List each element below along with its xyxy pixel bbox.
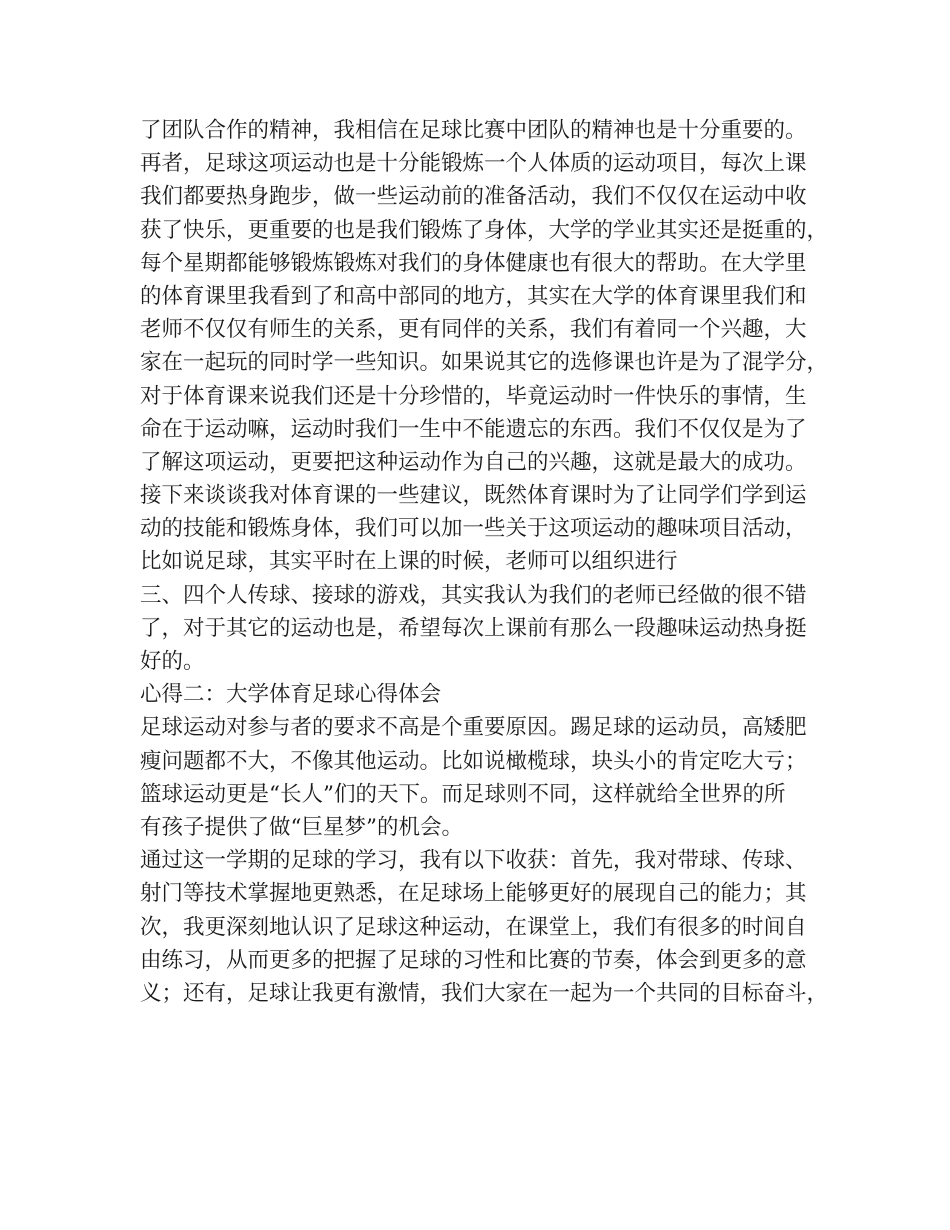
text-line: 三、四个人传球、接球的游戏，其实我认为我们的老师已经做的很不错 bbox=[140, 582, 807, 608]
text-line: 有孩子提供了做“巨星梦”的机会。 bbox=[140, 814, 463, 840]
text-line: 获了快乐，更重要的也是我们锻炼了身体，大学的学业其实还是挺重的， bbox=[140, 217, 829, 243]
text-line: 足球运动对参与者的要求不高是个重要原因。踢足球的运动员，高矮肥 bbox=[140, 715, 807, 741]
text-line: 每个星期都能够锻炼锻炼对我们的身体健康也有很大的帮助。在大学里 bbox=[140, 250, 807, 276]
text-line: 射门等技术掌握地更熟悉，在足球场上能够更好的展现自己的能力；其 bbox=[140, 881, 807, 907]
text-line: 了，对于其它的运动也是，希望每次上课前有那么一段趣味运动热身挺 bbox=[140, 615, 807, 641]
text-line: 义；还有，足球让我更有激情，我们大家在一起为一个共同的目标奋斗， bbox=[140, 980, 829, 1006]
text-line: 老师不仅仅有师生的关系，更有同伴的关系，我们有着同一个兴趣，大 bbox=[140, 317, 807, 343]
text-line: 好的。 bbox=[140, 649, 205, 674]
text-line: 次，我更深刻地认识了足球这种运动，在课堂上，我们有很多的时间自 bbox=[140, 914, 807, 940]
text-line: 瘦问题都不大，不像其他运动。比如说橄榄球，块头小的肯定吃大亏； bbox=[140, 748, 807, 774]
body-text bbox=[140, 114, 840, 1010]
section-heading: 心得二：大学体育足球心得体会 bbox=[140, 682, 442, 708]
text-line: 了解这项运动，更要把这种运动作为自己的兴趣，这就是最大的成功。 bbox=[140, 449, 807, 475]
text-line: 动的技能和锻炼身体，我们可以加一些关于这项运动的趣味项目活动， bbox=[140, 516, 807, 542]
text-line: 的体育课里我看到了和高中部同的地方，其实在大学的体育课里我们和 bbox=[140, 283, 807, 309]
text-line: 再者，足球这项运动也是十分能锻炼一个人体质的运动项目，每次上课 bbox=[140, 151, 807, 177]
text-line: 对于体育课来说我们还是十分珍惜的，毕竟运动时一件快乐的事情，生 bbox=[140, 383, 807, 409]
text-line: 比如说足球，其实平时在上课的时候，老师可以组织进行 bbox=[140, 549, 678, 575]
text-line: 了团队合作的精神，我相信在足球比赛中团队的精神也是十分重要的。 bbox=[140, 118, 807, 143]
text-line: 家在一起玩的同时学一些知识。如果说其它的选修课也许是为了混学分， bbox=[140, 350, 829, 376]
text-line: 接下来谈谈我对体育课的一些建议，既然体育课时为了让同学们学到运 bbox=[140, 483, 807, 509]
text-line: 篮球运动更是“长人”们的天下。而足球则不同，这样就给全世界的所 bbox=[140, 781, 786, 807]
text-line: 由练习，从而更多的把握了足球的习性和比赛的节奏，体会到更多的意 bbox=[140, 947, 807, 973]
text-line: 命在于运动嘛，运动时我们一生中不能遗忘的东西。我们不仅仅是为了 bbox=[140, 416, 807, 442]
text-line: 通过这一学期的足球的学习，我有以下收获：首先，我对带球、传球、 bbox=[140, 848, 807, 874]
text-line: 我们都要热身跑步，做一些运动前的准备活动，我们不仅仅在运动中收 bbox=[140, 184, 807, 210]
